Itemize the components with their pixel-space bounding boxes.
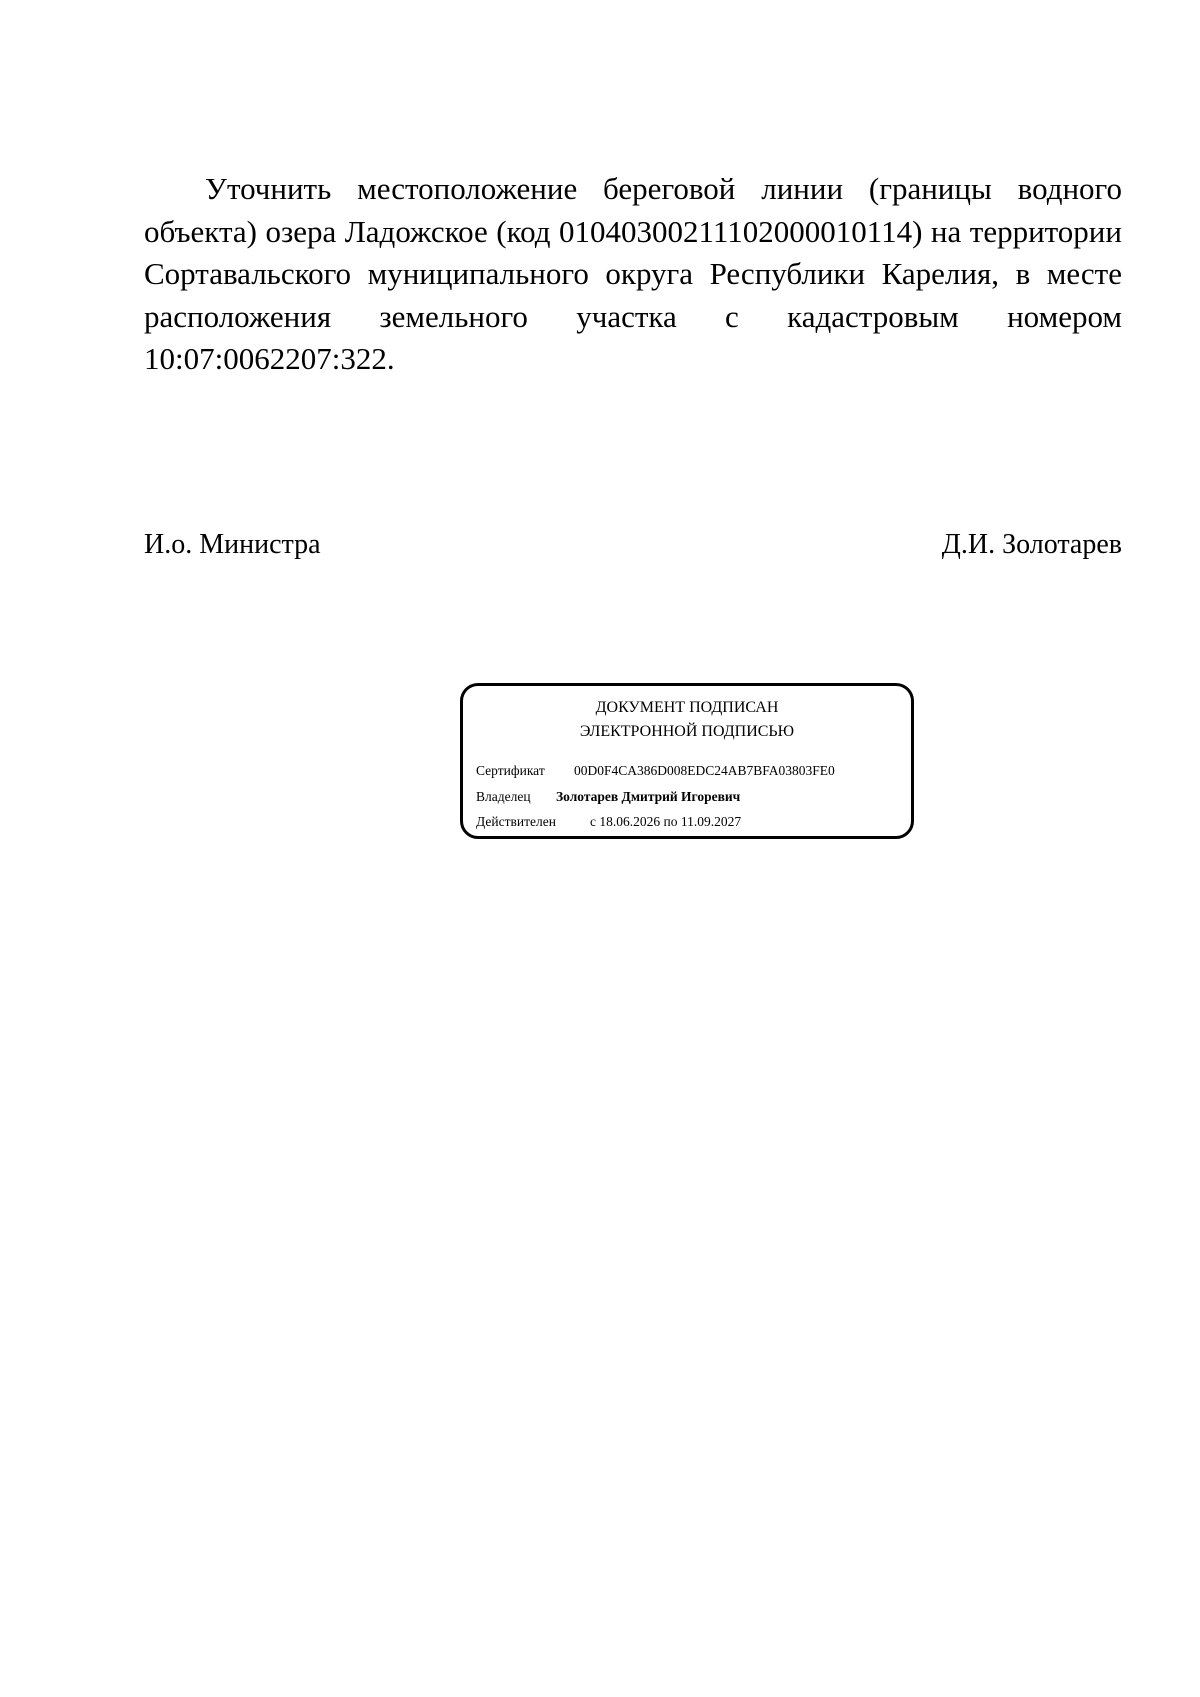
stamp-title-line2: ЭЛЕКТРОННОЙ ПОДПИСЬЮ	[579, 723, 795, 740]
stamp-title-line1: ДОКУМЕНТ ПОДПИСАН	[595, 699, 779, 716]
stamp-validity-row	[476, 813, 742, 831]
stamp-owner-label: Владелец	[476, 789, 531, 804]
stamp-owner-value: Золотарев Дмитрий Игоревич	[556, 789, 741, 804]
stamp-validity-value: с 18.06.2026 по 11.09.2027	[590, 814, 742, 829]
electronic-signature-stamp	[460, 683, 914, 839]
stamp-owner-row	[476, 788, 741, 806]
signatory-name: Д.И. Золотарев	[941, 529, 1122, 560]
stamp-certificate-value: 00D0F4CA386D008EDC24AB7BFA03803FE0	[574, 763, 835, 778]
stamp-certificate-label: Сертификат	[476, 763, 545, 778]
signatory-position: И.о. Министра	[144, 529, 321, 560]
stamp-validity-label: Действителен	[476, 814, 556, 829]
body-paragraph: Уточнить местоположение береговой линии (границы водного объекта) озера Ладожское (код 01040300211102000010114) на территории Сортавальского муниципального округа Республики Карелия, в месте расположения земельного участка с кадастровым номером 10:07:0062207:322.	[144, 171, 1122, 376]
stamp-certificate-row	[476, 762, 835, 780]
